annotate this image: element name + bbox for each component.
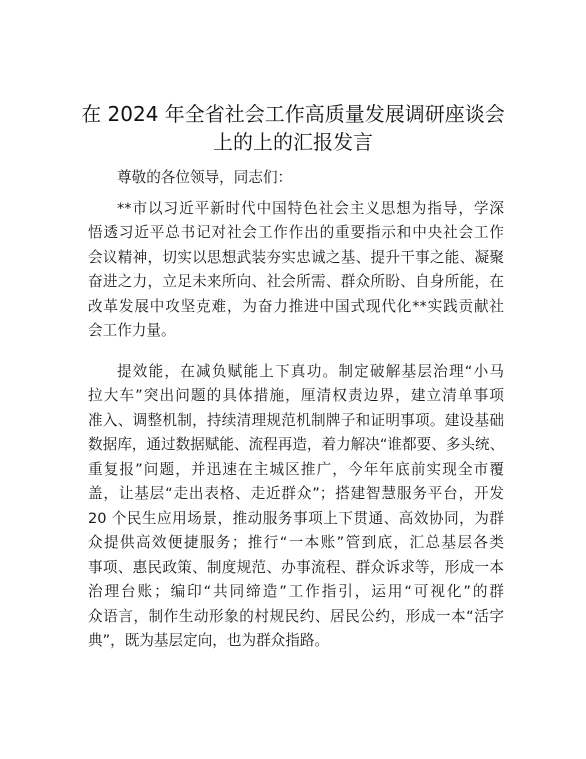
paragraph-line: 治理台账；编印“共同缔造”工作指引，运用“可视化”的群 [88, 583, 504, 600]
paragraph-line: 会工作力量。 [88, 322, 176, 339]
paragraph-line: 悟透习近平总书记对社会工作作出的重要指示和中央社会工作 [88, 224, 504, 241]
paragraph-line: 盖，让基层“走出表格、走近群众”；搭建智慧服务平台，开发 [88, 485, 504, 502]
paragraph-1 [88, 197, 504, 344]
paragraph-line: 20 个民生应用场景，推动服务事项上下贯通、高效协同，为群 [88, 509, 504, 527]
paragraph-line: 准入、调整机制，持续清理规范机制牌子和证明事项。建设基础 [88, 411, 504, 429]
paragraph-line: **市以习近平新时代中国特色社会主义思想为指导，学深 [117, 199, 504, 217]
paragraph-line: 重复报”问题，并迅速在主城区推广，今年年底前实现全市覆 [88, 460, 504, 478]
paragraph-2 [88, 360, 504, 654]
paragraph-line: 提效能，在减负赋能上下真功。制定破解基层治理“小马 [117, 362, 504, 380]
document-title [60, 100, 526, 156]
paragraph-line: 会议精神，切实以思想武装夯实忠诚之基、提升干事之能、凝聚 [88, 248, 504, 266]
greeting: 尊敬的各位领导，同志们： [117, 169, 293, 186]
paragraph-line: 众语言，制作生动形象的村规民约、居民公约，形成一本“活字 [88, 607, 504, 625]
paragraph-line: 奋进之力，立足未来所向、社会所需、群众所盼、自身所能，在 [88, 273, 504, 290]
spacer [88, 344, 504, 360]
paragraph-line: 数据库，通过数据赋能、流程再造，着力解决“谁都要、多头统、 [88, 436, 505, 453]
title-line-2: 上的上的汇报发言 [213, 130, 373, 154]
paragraph-line: 事项、惠民政策、制度规范、办事流程、群众诉求等，形成一本 [88, 558, 504, 576]
paragraph-line: 典”，既为基层定向，也为群众指路。 [88, 632, 330, 649]
paragraph-line: 改革发展中攻坚克难，为奋力推进中国式现代化**实践贡献社 [88, 297, 504, 315]
document-body [88, 166, 504, 654]
paragraph-line: 拉大车”突出问题的具体措施，厘清权责边界，建立清单事项 [88, 387, 504, 404]
title-line-1: 在 2024 年全省社会工作高质量发展调研座谈会 [81, 102, 505, 126]
paragraph-line: 众提供高效便捷服务；推行“一本账”管到底，汇总基层各类 [88, 534, 504, 551]
